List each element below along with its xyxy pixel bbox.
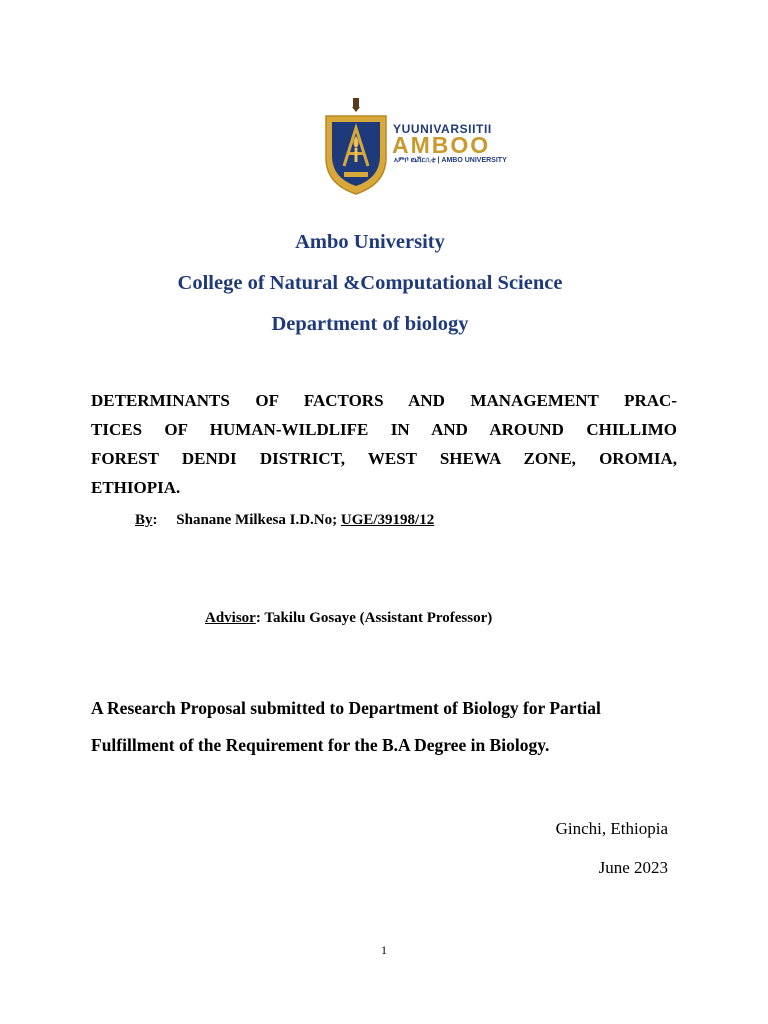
author-name: Shanane Milkesa I.D.No; bbox=[176, 512, 338, 528]
date: June 2023 bbox=[598, 858, 668, 877]
statement-line: Fulfillment of the Requirement for the B.A Degree in Biology. bbox=[91, 735, 550, 755]
page-number: 1 bbox=[381, 943, 387, 957]
title-line: FOREST DENDI DISTRICT, WEST SHEWA ZONE, OROMIA, bbox=[91, 449, 677, 468]
university-name: Ambo University bbox=[295, 231, 445, 253]
proposal-title bbox=[91, 386, 677, 502]
advisor-name: Takilu Gosaye (Assistant Professor) bbox=[264, 610, 493, 626]
title-line: TICES OF HUMAN-WILDLIFE IN AND AROUND CHILLIMO bbox=[91, 420, 677, 439]
title-line: DETERMINANTS OF FACTORS AND MANAGEMENT PRAC- bbox=[91, 391, 677, 410]
advisor-line: Advisor: Takilu Gosaye (Assistant Professor) bbox=[205, 610, 493, 626]
title-line: ETHIOPIA. bbox=[91, 478, 181, 497]
department-name: Department of biology bbox=[271, 313, 469, 335]
university-logo bbox=[324, 96, 520, 196]
logo-top-text: YUUNIVARSIITII bbox=[393, 122, 492, 136]
author-id: UGE/39198/12 bbox=[340, 512, 435, 528]
author-label: By bbox=[135, 512, 153, 528]
author-line: By: Shanane Milkesa I.D.No; UGE/39198/12 bbox=[135, 512, 435, 528]
statement-line: A Research Proposal submitted to Department of Biology for Partial bbox=[91, 698, 601, 718]
advisor-label: Advisor bbox=[205, 610, 256, 626]
place: Ginchi, Ethiopia bbox=[555, 819, 668, 838]
logo-main-text: AMBOO bbox=[392, 132, 491, 158]
logo-sub-text: አምቦ ዩኒቨርሲቲ | AMBO UNIVERSITY bbox=[394, 157, 507, 164]
submission-statement bbox=[91, 690, 691, 764]
college-name: College of Natural &Computational Science bbox=[177, 272, 563, 294]
